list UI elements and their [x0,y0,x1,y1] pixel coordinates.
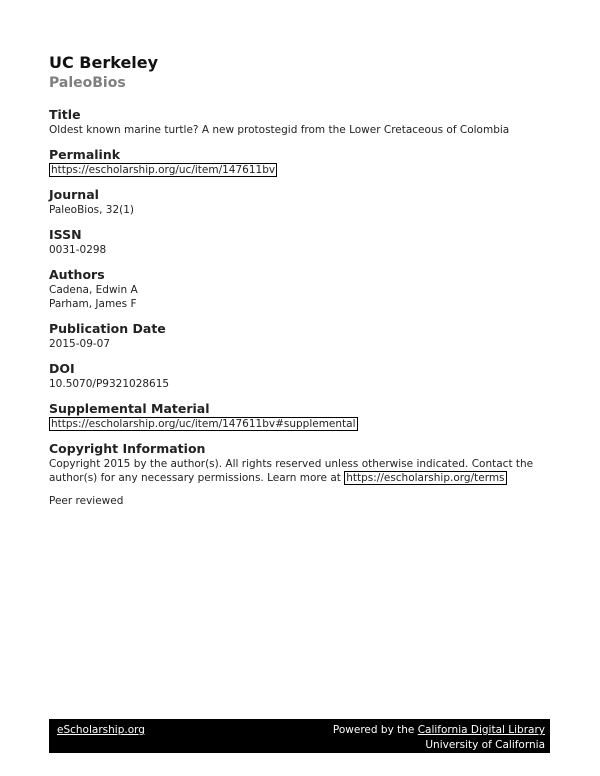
copyright-label: Copyright Information [49,441,206,456]
doi-label: DOI [49,361,75,376]
supplemental-field [49,400,559,431]
title-label: Title [49,107,81,122]
doi-field [49,360,559,391]
copyright-field [49,440,559,485]
footer-bar [49,719,550,753]
doi-value: 10.5070/P9321028615 [49,378,170,390]
supplemental-label: Supplemental Material [49,401,210,416]
title-value: Oldest known marine turtle? A new protostegid from the Lower Cretaceous of Colombia [49,124,510,136]
series-name: PaleoBios [49,75,126,91]
permalink-link[interactable]: https://escholarship.org/uc/item/147611bv [51,164,276,176]
peer-reviewed-note: Peer reviewed [49,495,124,507]
powered-by-text: Powered by the [332,724,418,736]
journal-value: PaleoBios, 32(1) [49,204,135,216]
document-body [49,50,559,508]
author-item: Parham, James F [49,298,137,310]
institution-name: UC Berkeley [49,53,159,72]
author-item: Cadena, Edwin A [49,284,138,296]
pubdate-label: Publication Date [49,321,166,336]
journal-field [49,186,559,217]
pubdate-value: 2015-09-07 [49,338,111,350]
footer-credits [333,723,545,753]
authors-label: Authors [49,267,105,282]
issn-value: 0031-0298 [49,244,107,256]
issn-field [49,226,559,257]
journal-label: Journal [49,187,99,202]
university-name: University of California [425,739,545,751]
supplemental-link[interactable]: https://escholarship.org/uc/item/147611bv#supplemental [51,418,356,430]
copyright-text-line1: Copyright 2015 by the author(s). All rights reserved unless otherwise indicated. Contact the [49,458,534,470]
permalink-label: Permalink [49,147,121,162]
escholarship-link[interactable]: eScholarship.org [57,724,145,736]
issn-label: ISSN [49,227,82,242]
copyright-text-line2: author(s) for any necessary permissions. Learn more at [49,472,345,484]
title-field [49,106,559,137]
terms-link[interactable]: https://escholarship.org/terms [346,472,505,484]
authors-field [49,266,559,311]
pubdate-field [49,320,559,351]
cdl-link[interactable]: California Digital Library [417,724,545,736]
permalink-field [49,146,559,177]
